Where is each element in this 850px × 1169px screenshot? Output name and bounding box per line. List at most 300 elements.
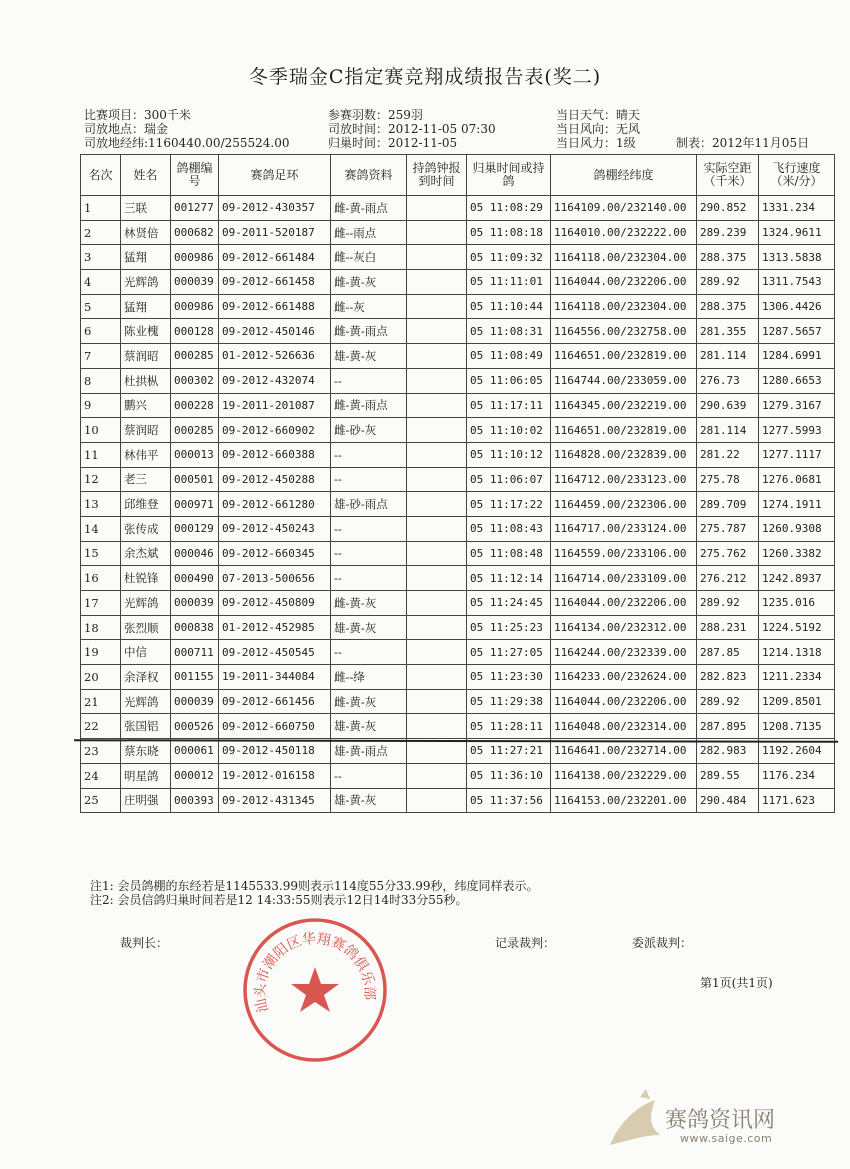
record-referee-label: 记录裁判： bbox=[495, 936, 556, 950]
cell-rank: 25 bbox=[81, 788, 121, 813]
cell-loft-id: 000046 bbox=[171, 541, 219, 566]
cell-bird-info: 雌--灰 bbox=[331, 294, 407, 319]
cell-name: 张传成 bbox=[121, 516, 171, 541]
table-row bbox=[81, 418, 835, 443]
cell-loft-coords: 1164048.00/232314.00 bbox=[551, 714, 697, 739]
cell-rank: 24 bbox=[81, 763, 121, 788]
table-header-row bbox=[81, 155, 835, 196]
cell-loft-coords: 1164109.00/232140.00 bbox=[551, 196, 697, 221]
info-release-place: 司放地点：瑞金 bbox=[84, 122, 169, 136]
cell-return-time: 05 11:17:22 bbox=[467, 492, 551, 517]
cell-return-time: 05 11:36:10 bbox=[467, 763, 551, 788]
cell-bird-info: 雄-黄-灰 bbox=[331, 788, 407, 813]
cell-clock-time bbox=[407, 418, 467, 443]
table-row bbox=[81, 393, 835, 418]
cell-speed: 1311.7543 bbox=[759, 270, 835, 295]
cell-speed: 1331.234 bbox=[759, 196, 835, 221]
cell-distance: 290.639 bbox=[697, 393, 759, 418]
cell-loft-id: 000490 bbox=[171, 566, 219, 591]
assigned-referee-label: 委派裁判： bbox=[632, 936, 693, 950]
cell-name: 陈业槐 bbox=[121, 319, 171, 344]
cell-loft-coords: 1164459.00/232306.00 bbox=[551, 492, 697, 517]
table-row bbox=[81, 763, 835, 788]
cell-ring: 09-2012-660345 bbox=[219, 541, 331, 566]
cell-name: 张国铝 bbox=[121, 714, 171, 739]
cell-rank: 13 bbox=[81, 492, 121, 517]
cell-clock-time bbox=[407, 541, 467, 566]
cell-ring: 09-2011-520187 bbox=[219, 220, 331, 245]
cell-name: 老三 bbox=[121, 467, 171, 492]
cell-clock-time bbox=[407, 442, 467, 467]
info-column-2 bbox=[328, 108, 496, 150]
table-row bbox=[81, 245, 835, 270]
cell-return-time: 05 11:29:38 bbox=[467, 689, 551, 714]
cell-clock-time bbox=[407, 319, 467, 344]
cell-rank: 17 bbox=[81, 591, 121, 616]
cell-loft-id: 000526 bbox=[171, 714, 219, 739]
cell-return-time: 05 11:10:02 bbox=[467, 418, 551, 443]
cell-loft-coords: 1164651.00/232819.00 bbox=[551, 418, 697, 443]
cell-loft-id: 000501 bbox=[171, 467, 219, 492]
cell-return-time: 05 11:24:45 bbox=[467, 591, 551, 616]
cell-rank: 4 bbox=[81, 270, 121, 295]
cell-ring: 09-2012-661280 bbox=[219, 492, 331, 517]
cell-bird-info: -- bbox=[331, 368, 407, 393]
cell-clock-time bbox=[407, 640, 467, 665]
cell-return-time: 05 11:08:49 bbox=[467, 344, 551, 369]
cell-loft-coords: 1164744.00/233059.00 bbox=[551, 368, 697, 393]
cell-ring: 09-2012-430357 bbox=[219, 196, 331, 221]
cell-bird-info: -- bbox=[331, 763, 407, 788]
table-row bbox=[81, 270, 835, 295]
cell-distance: 282.823 bbox=[697, 665, 759, 690]
cell-clock-time bbox=[407, 245, 467, 270]
cell-rank: 23 bbox=[81, 739, 121, 764]
table-row bbox=[81, 516, 835, 541]
cell-speed: 1313.5838 bbox=[759, 245, 835, 270]
table-body bbox=[81, 196, 835, 813]
pigeon-wing-icon bbox=[640, 1089, 650, 1099]
table-row bbox=[81, 541, 835, 566]
cell-ring: 09-2012-660388 bbox=[219, 442, 331, 467]
cell-rank: 19 bbox=[81, 640, 121, 665]
cell-distance: 289.92 bbox=[697, 689, 759, 714]
cell-distance: 276.73 bbox=[697, 368, 759, 393]
cell-name: 邱维登 bbox=[121, 492, 171, 517]
cell-rank: 10 bbox=[81, 418, 121, 443]
cell-clock-time bbox=[407, 270, 467, 295]
cell-bird-info: -- bbox=[331, 516, 407, 541]
cell-loft-id: 000039 bbox=[171, 591, 219, 616]
cell-loft-coords: 1164044.00/232206.00 bbox=[551, 270, 697, 295]
cell-ring: 01-2012-452985 bbox=[219, 615, 331, 640]
cell-bird-info: -- bbox=[331, 467, 407, 492]
cell-ring: 09-2012-661484 bbox=[219, 245, 331, 270]
cell-loft-coords: 1164044.00/232206.00 bbox=[551, 689, 697, 714]
cell-name: 光辉鸽 bbox=[121, 270, 171, 295]
seal-text: 汕头市潮阳区华翔赛鸽俱乐部 bbox=[252, 930, 378, 1015]
cell-name: 三联 bbox=[121, 196, 171, 221]
cell-distance: 275.787 bbox=[697, 516, 759, 541]
seal-star-icon bbox=[291, 967, 339, 1012]
cell-distance: 275.762 bbox=[697, 541, 759, 566]
cell-clock-time bbox=[407, 788, 467, 813]
table-row bbox=[81, 442, 835, 467]
cell-name: 明星鸽 bbox=[121, 763, 171, 788]
cell-name: 光辉鸽 bbox=[121, 591, 171, 616]
cell-loft-coords: 1164828.00/232839.00 bbox=[551, 442, 697, 467]
notes bbox=[90, 879, 539, 907]
cell-name: 庄明强 bbox=[121, 788, 171, 813]
cell-return-time: 05 11:10:12 bbox=[467, 442, 551, 467]
cell-ring: 09-2012-431345 bbox=[219, 788, 331, 813]
cell-distance: 288.375 bbox=[697, 294, 759, 319]
cell-speed: 1209.8501 bbox=[759, 689, 835, 714]
cell-loft-id: 000393 bbox=[171, 788, 219, 813]
cell-rank: 1 bbox=[81, 196, 121, 221]
cell-loft-id: 000285 bbox=[171, 418, 219, 443]
cell-speed: 1277.5993 bbox=[759, 418, 835, 443]
cell-return-time: 05 11:09:32 bbox=[467, 245, 551, 270]
cell-speed: 1171.623 bbox=[759, 788, 835, 813]
cell-speed: 1274.1911 bbox=[759, 492, 835, 517]
note-2: 注2: 会员信鸽归巢时间若是12 14:33:55则表示12日14时33分55秒。 bbox=[90, 893, 468, 907]
cell-distance: 289.55 bbox=[697, 763, 759, 788]
cell-loft-coords: 1164233.00/232624.00 bbox=[551, 665, 697, 690]
results-table bbox=[80, 154, 835, 813]
club-seal bbox=[240, 915, 390, 1065]
cell-name: 余泽权 bbox=[121, 665, 171, 690]
cell-rank: 15 bbox=[81, 541, 121, 566]
cell-loft-coords: 1164134.00/232312.00 bbox=[551, 615, 697, 640]
cell-speed: 1224.5192 bbox=[759, 615, 835, 640]
cell-speed: 1279.3167 bbox=[759, 393, 835, 418]
table-row bbox=[81, 665, 835, 690]
cell-return-time: 05 11:06:07 bbox=[467, 467, 551, 492]
cell-loft-id: 001155 bbox=[171, 665, 219, 690]
table-row bbox=[81, 220, 835, 245]
cell-rank: 18 bbox=[81, 615, 121, 640]
cell-loft-id: 000971 bbox=[171, 492, 219, 517]
cell-speed: 1242.8937 bbox=[759, 566, 835, 591]
table-row bbox=[81, 294, 835, 319]
cell-loft-id: 000061 bbox=[171, 739, 219, 764]
cell-name: 蔡润昭 bbox=[121, 344, 171, 369]
cell-clock-time bbox=[407, 294, 467, 319]
cell-ring: 09-2012-450146 bbox=[219, 319, 331, 344]
cell-loft-id: 000285 bbox=[171, 344, 219, 369]
cell-name: 蔡东晓 bbox=[121, 739, 171, 764]
cell-return-time: 05 11:10:44 bbox=[467, 294, 551, 319]
cell-speed: 1277.1117 bbox=[759, 442, 835, 467]
pigeon-icon bbox=[610, 1100, 660, 1145]
cell-loft-coords: 1164714.00/233109.00 bbox=[551, 566, 697, 591]
cell-return-time: 05 11:28:11 bbox=[467, 714, 551, 739]
cell-distance: 289.92 bbox=[697, 270, 759, 295]
cell-rank: 16 bbox=[81, 566, 121, 591]
cell-return-time: 05 11:08:43 bbox=[467, 516, 551, 541]
cell-return-time: 05 11:08:48 bbox=[467, 541, 551, 566]
cell-clock-time bbox=[407, 739, 467, 764]
cell-ring: 19-2011-201087 bbox=[219, 393, 331, 418]
cell-clock-time bbox=[407, 467, 467, 492]
cell-name: 中信 bbox=[121, 640, 171, 665]
cell-speed: 1214.1318 bbox=[759, 640, 835, 665]
cell-ring: 01-2012-526636 bbox=[219, 344, 331, 369]
cell-distance: 276.212 bbox=[697, 566, 759, 591]
cell-bird-info: 雌--绛 bbox=[331, 665, 407, 690]
cell-ring: 09-2012-660902 bbox=[219, 418, 331, 443]
watermark-name: 赛鸽资讯网 bbox=[665, 1108, 776, 1133]
column-header: 鸽棚编号 bbox=[171, 155, 219, 196]
cell-distance: 281.114 bbox=[697, 418, 759, 443]
page-number: 第1页(共1页) bbox=[700, 976, 773, 990]
cell-distance: 289.92 bbox=[697, 591, 759, 616]
cell-rank: 14 bbox=[81, 516, 121, 541]
cell-clock-time bbox=[407, 516, 467, 541]
cell-ring: 19-2012-016158 bbox=[219, 763, 331, 788]
cell-loft-coords: 1164244.00/232339.00 bbox=[551, 640, 697, 665]
cell-bird-info: 雄-砂-雨点 bbox=[331, 492, 407, 517]
cell-loft-id: 000986 bbox=[171, 245, 219, 270]
info-return-date: 归巢时间：2012-11-05 bbox=[328, 136, 458, 150]
info-column-1 bbox=[84, 108, 290, 150]
cell-distance: 288.375 bbox=[697, 245, 759, 270]
cell-distance: 289.239 bbox=[697, 220, 759, 245]
cell-rank: 3 bbox=[81, 245, 121, 270]
cell-loft-coords: 1164345.00/232219.00 bbox=[551, 393, 697, 418]
cell-bird-info: 雌-黄-灰 bbox=[331, 689, 407, 714]
info-event: 比赛项目：300千米 bbox=[84, 108, 191, 122]
cell-ring: 19-2011-344084 bbox=[219, 665, 331, 690]
cell-speed: 1260.3382 bbox=[759, 541, 835, 566]
cell-distance: 287.895 bbox=[697, 714, 759, 739]
cell-speed: 1235.016 bbox=[759, 591, 835, 616]
cell-bird-info: 雌--雨点 bbox=[331, 220, 407, 245]
cell-name: 林伟平 bbox=[121, 442, 171, 467]
column-header: 归巢时间或持鸽 bbox=[467, 155, 551, 196]
cell-speed: 1208.7135 bbox=[759, 714, 835, 739]
cell-loft-id: 000039 bbox=[171, 689, 219, 714]
cell-bird-info: 雄-黄-灰 bbox=[331, 714, 407, 739]
cell-name: 杜锐锋 bbox=[121, 566, 171, 591]
cell-speed: 1192.2604 bbox=[759, 739, 835, 764]
cell-clock-time bbox=[407, 714, 467, 739]
cell-loft-id: 000039 bbox=[171, 270, 219, 295]
cell-ring: 09-2012-450809 bbox=[219, 591, 331, 616]
watermark-url: www.saige.com bbox=[680, 1132, 773, 1145]
cell-rank: 11 bbox=[81, 442, 121, 467]
table-row bbox=[81, 566, 835, 591]
info-release-coords: 司放地经纬:1160440.00/255524.00 bbox=[84, 136, 290, 150]
cell-loft-coords: 1164651.00/232819.00 bbox=[551, 344, 697, 369]
column-header: 持鸽钟报到时间 bbox=[407, 155, 467, 196]
cell-loft-coords: 1164153.00/232201.00 bbox=[551, 788, 697, 813]
table-row bbox=[81, 492, 835, 517]
cell-clock-time bbox=[407, 591, 467, 616]
table-row bbox=[81, 640, 835, 665]
cell-loft-coords: 1164044.00/232206.00 bbox=[551, 591, 697, 616]
report-title: 冬季瑞金C指定赛竞翔成绩报告表(奖二) bbox=[248, 66, 602, 88]
cell-ring: 09-2012-432074 bbox=[219, 368, 331, 393]
cell-loft-coords: 1164118.00/232304.00 bbox=[551, 294, 697, 319]
cell-speed: 1211.2334 bbox=[759, 665, 835, 690]
column-header: 赛鸽足环 bbox=[219, 155, 331, 196]
cell-loft-coords: 1164712.00/233123.00 bbox=[551, 467, 697, 492]
cell-return-time: 05 11:08:29 bbox=[467, 196, 551, 221]
cell-clock-time bbox=[407, 689, 467, 714]
table-row bbox=[81, 319, 835, 344]
cell-ring: 09-2012-450118 bbox=[219, 739, 331, 764]
cell-bird-info: -- bbox=[331, 442, 407, 467]
cell-ring: 09-2012-661488 bbox=[219, 294, 331, 319]
cell-bird-info: 雌-黄-雨点 bbox=[331, 319, 407, 344]
cell-clock-time bbox=[407, 393, 467, 418]
cell-ring: 09-2012-450288 bbox=[219, 467, 331, 492]
cell-name: 杜拱枞 bbox=[121, 368, 171, 393]
cell-loft-id: 000986 bbox=[171, 294, 219, 319]
table-row bbox=[81, 344, 835, 369]
table-row bbox=[81, 467, 835, 492]
cell-rank: 21 bbox=[81, 689, 121, 714]
column-header: 姓名 bbox=[121, 155, 171, 196]
cell-name: 张烈顺 bbox=[121, 615, 171, 640]
cell-ring: 09-2012-450545 bbox=[219, 640, 331, 665]
cell-speed: 1324.9611 bbox=[759, 220, 835, 245]
cell-loft-id: 000129 bbox=[171, 516, 219, 541]
cell-clock-time bbox=[407, 368, 467, 393]
cell-speed: 1287.5657 bbox=[759, 319, 835, 344]
cell-loft-id: 000711 bbox=[171, 640, 219, 665]
cell-speed: 1176.234 bbox=[759, 763, 835, 788]
info-weather: 当日天气：晴天 bbox=[556, 108, 641, 122]
cell-ring: 07-2013-500656 bbox=[219, 566, 331, 591]
cell-bird-info: 雌-砂-灰 bbox=[331, 418, 407, 443]
cell-loft-coords: 1164556.00/232758.00 bbox=[551, 319, 697, 344]
cell-distance: 290.484 bbox=[697, 788, 759, 813]
cell-name: 光辉鸽 bbox=[121, 689, 171, 714]
cell-loft-id: 000682 bbox=[171, 220, 219, 245]
table-row bbox=[81, 615, 835, 640]
cell-return-time: 05 11:25:23 bbox=[467, 615, 551, 640]
table-row bbox=[81, 714, 835, 739]
cell-bird-info: 雌-黄-雨点 bbox=[331, 393, 407, 418]
cell-loft-id: 000228 bbox=[171, 393, 219, 418]
cell-loft-id: 001277 bbox=[171, 196, 219, 221]
info-wind-direction: 当日风向：无风 bbox=[556, 122, 641, 136]
cell-distance: 289.709 bbox=[697, 492, 759, 517]
cell-return-time: 05 11:06:05 bbox=[467, 368, 551, 393]
cell-bird-info: 雄-黄-雨点 bbox=[331, 739, 407, 764]
cell-rank: 5 bbox=[81, 294, 121, 319]
cell-return-time: 05 11:17:11 bbox=[467, 393, 551, 418]
cell-loft-id: 000838 bbox=[171, 615, 219, 640]
column-header: 鸽棚经纬度 bbox=[551, 155, 697, 196]
cell-distance: 281.355 bbox=[697, 319, 759, 344]
column-header: 名次 bbox=[81, 155, 121, 196]
cell-bird-info: 雌-黄-灰 bbox=[331, 591, 407, 616]
cell-loft-id: 000128 bbox=[171, 319, 219, 344]
cell-name: 林贤倍 bbox=[121, 220, 171, 245]
cell-clock-time bbox=[407, 492, 467, 517]
cell-name: 余杰斌 bbox=[121, 541, 171, 566]
cell-loft-coords: 1164138.00/232229.00 bbox=[551, 763, 697, 788]
cell-ring: 09-2012-661458 bbox=[219, 270, 331, 295]
cell-name: 鹏兴 bbox=[121, 393, 171, 418]
column-header: 飞行速度（米/分） bbox=[759, 155, 835, 196]
note-1: 注1: 会员鸽棚的东经若是1145533.99则表示114度55分33.99秒，纬度同样表示。 bbox=[90, 879, 539, 893]
cell-clock-time bbox=[407, 220, 467, 245]
info-entries: 参赛羽数：259羽 bbox=[328, 108, 423, 122]
cell-bird-info: -- bbox=[331, 541, 407, 566]
cell-bird-info: -- bbox=[331, 640, 407, 665]
cell-return-time: 05 11:08:18 bbox=[467, 220, 551, 245]
cell-distance: 288.231 bbox=[697, 615, 759, 640]
cell-rank: 20 bbox=[81, 665, 121, 690]
cell-speed: 1280.6653 bbox=[759, 368, 835, 393]
cell-ring: 09-2012-450243 bbox=[219, 516, 331, 541]
cell-distance: 281.22 bbox=[697, 442, 759, 467]
cell-distance: 287.85 bbox=[697, 640, 759, 665]
info-column-3 bbox=[556, 108, 640, 150]
column-header: 赛鸽资料 bbox=[331, 155, 407, 196]
table-row bbox=[81, 788, 835, 813]
cell-distance: 281.114 bbox=[697, 344, 759, 369]
cell-clock-time bbox=[407, 196, 467, 221]
cell-bird-info: 雌--灰白 bbox=[331, 245, 407, 270]
cell-bird-info: 雌-黄-雨点 bbox=[331, 196, 407, 221]
cell-name: 猛翔 bbox=[121, 245, 171, 270]
table-row bbox=[81, 196, 835, 221]
cell-loft-id: 000012 bbox=[171, 763, 219, 788]
cell-ring: 09-2012-660750 bbox=[219, 714, 331, 739]
cell-distance: 282.983 bbox=[697, 739, 759, 764]
cell-speed: 1284.6991 bbox=[759, 344, 835, 369]
cell-bird-info: -- bbox=[331, 566, 407, 591]
cell-name: 蔡润昭 bbox=[121, 418, 171, 443]
cell-clock-time bbox=[407, 566, 467, 591]
cell-loft-id: 000013 bbox=[171, 442, 219, 467]
info-wind-force: 当日风力：1级 bbox=[556, 136, 636, 150]
cell-clock-time bbox=[407, 615, 467, 640]
info-release-time: 司放时间：2012-11-05 07:30 bbox=[328, 122, 496, 136]
cell-rank: 12 bbox=[81, 467, 121, 492]
cell-loft-id: 000302 bbox=[171, 368, 219, 393]
cell-return-time: 05 11:27:05 bbox=[467, 640, 551, 665]
table-row bbox=[81, 368, 835, 393]
cell-clock-time bbox=[407, 665, 467, 690]
info-made-date: 制表：2012年11月05日 bbox=[676, 136, 810, 150]
cell-bird-info: 雌-黄-灰 bbox=[331, 270, 407, 295]
cell-clock-time bbox=[407, 763, 467, 788]
cell-distance: 290.852 bbox=[697, 196, 759, 221]
cell-rank: 6 bbox=[81, 319, 121, 344]
cell-loft-coords: 1164010.00/232222.00 bbox=[551, 220, 697, 245]
chief-referee-label: 裁判长： bbox=[120, 936, 169, 950]
cell-speed: 1276.0681 bbox=[759, 467, 835, 492]
cell-distance: 275.78 bbox=[697, 467, 759, 492]
cell-ring: 09-2012-661456 bbox=[219, 689, 331, 714]
cell-loft-coords: 1164641.00/232714.00 bbox=[551, 739, 697, 764]
cell-rank: 2 bbox=[81, 220, 121, 245]
cell-return-time: 05 11:12:14 bbox=[467, 566, 551, 591]
column-header: 实际空距（千米） bbox=[697, 155, 759, 196]
cell-return-time: 05 11:08:31 bbox=[467, 319, 551, 344]
cell-speed: 1260.9308 bbox=[759, 516, 835, 541]
cell-loft-coords: 1164118.00/232304.00 bbox=[551, 245, 697, 270]
cell-rank: 7 bbox=[81, 344, 121, 369]
cell-return-time: 05 11:27:21 bbox=[467, 739, 551, 764]
